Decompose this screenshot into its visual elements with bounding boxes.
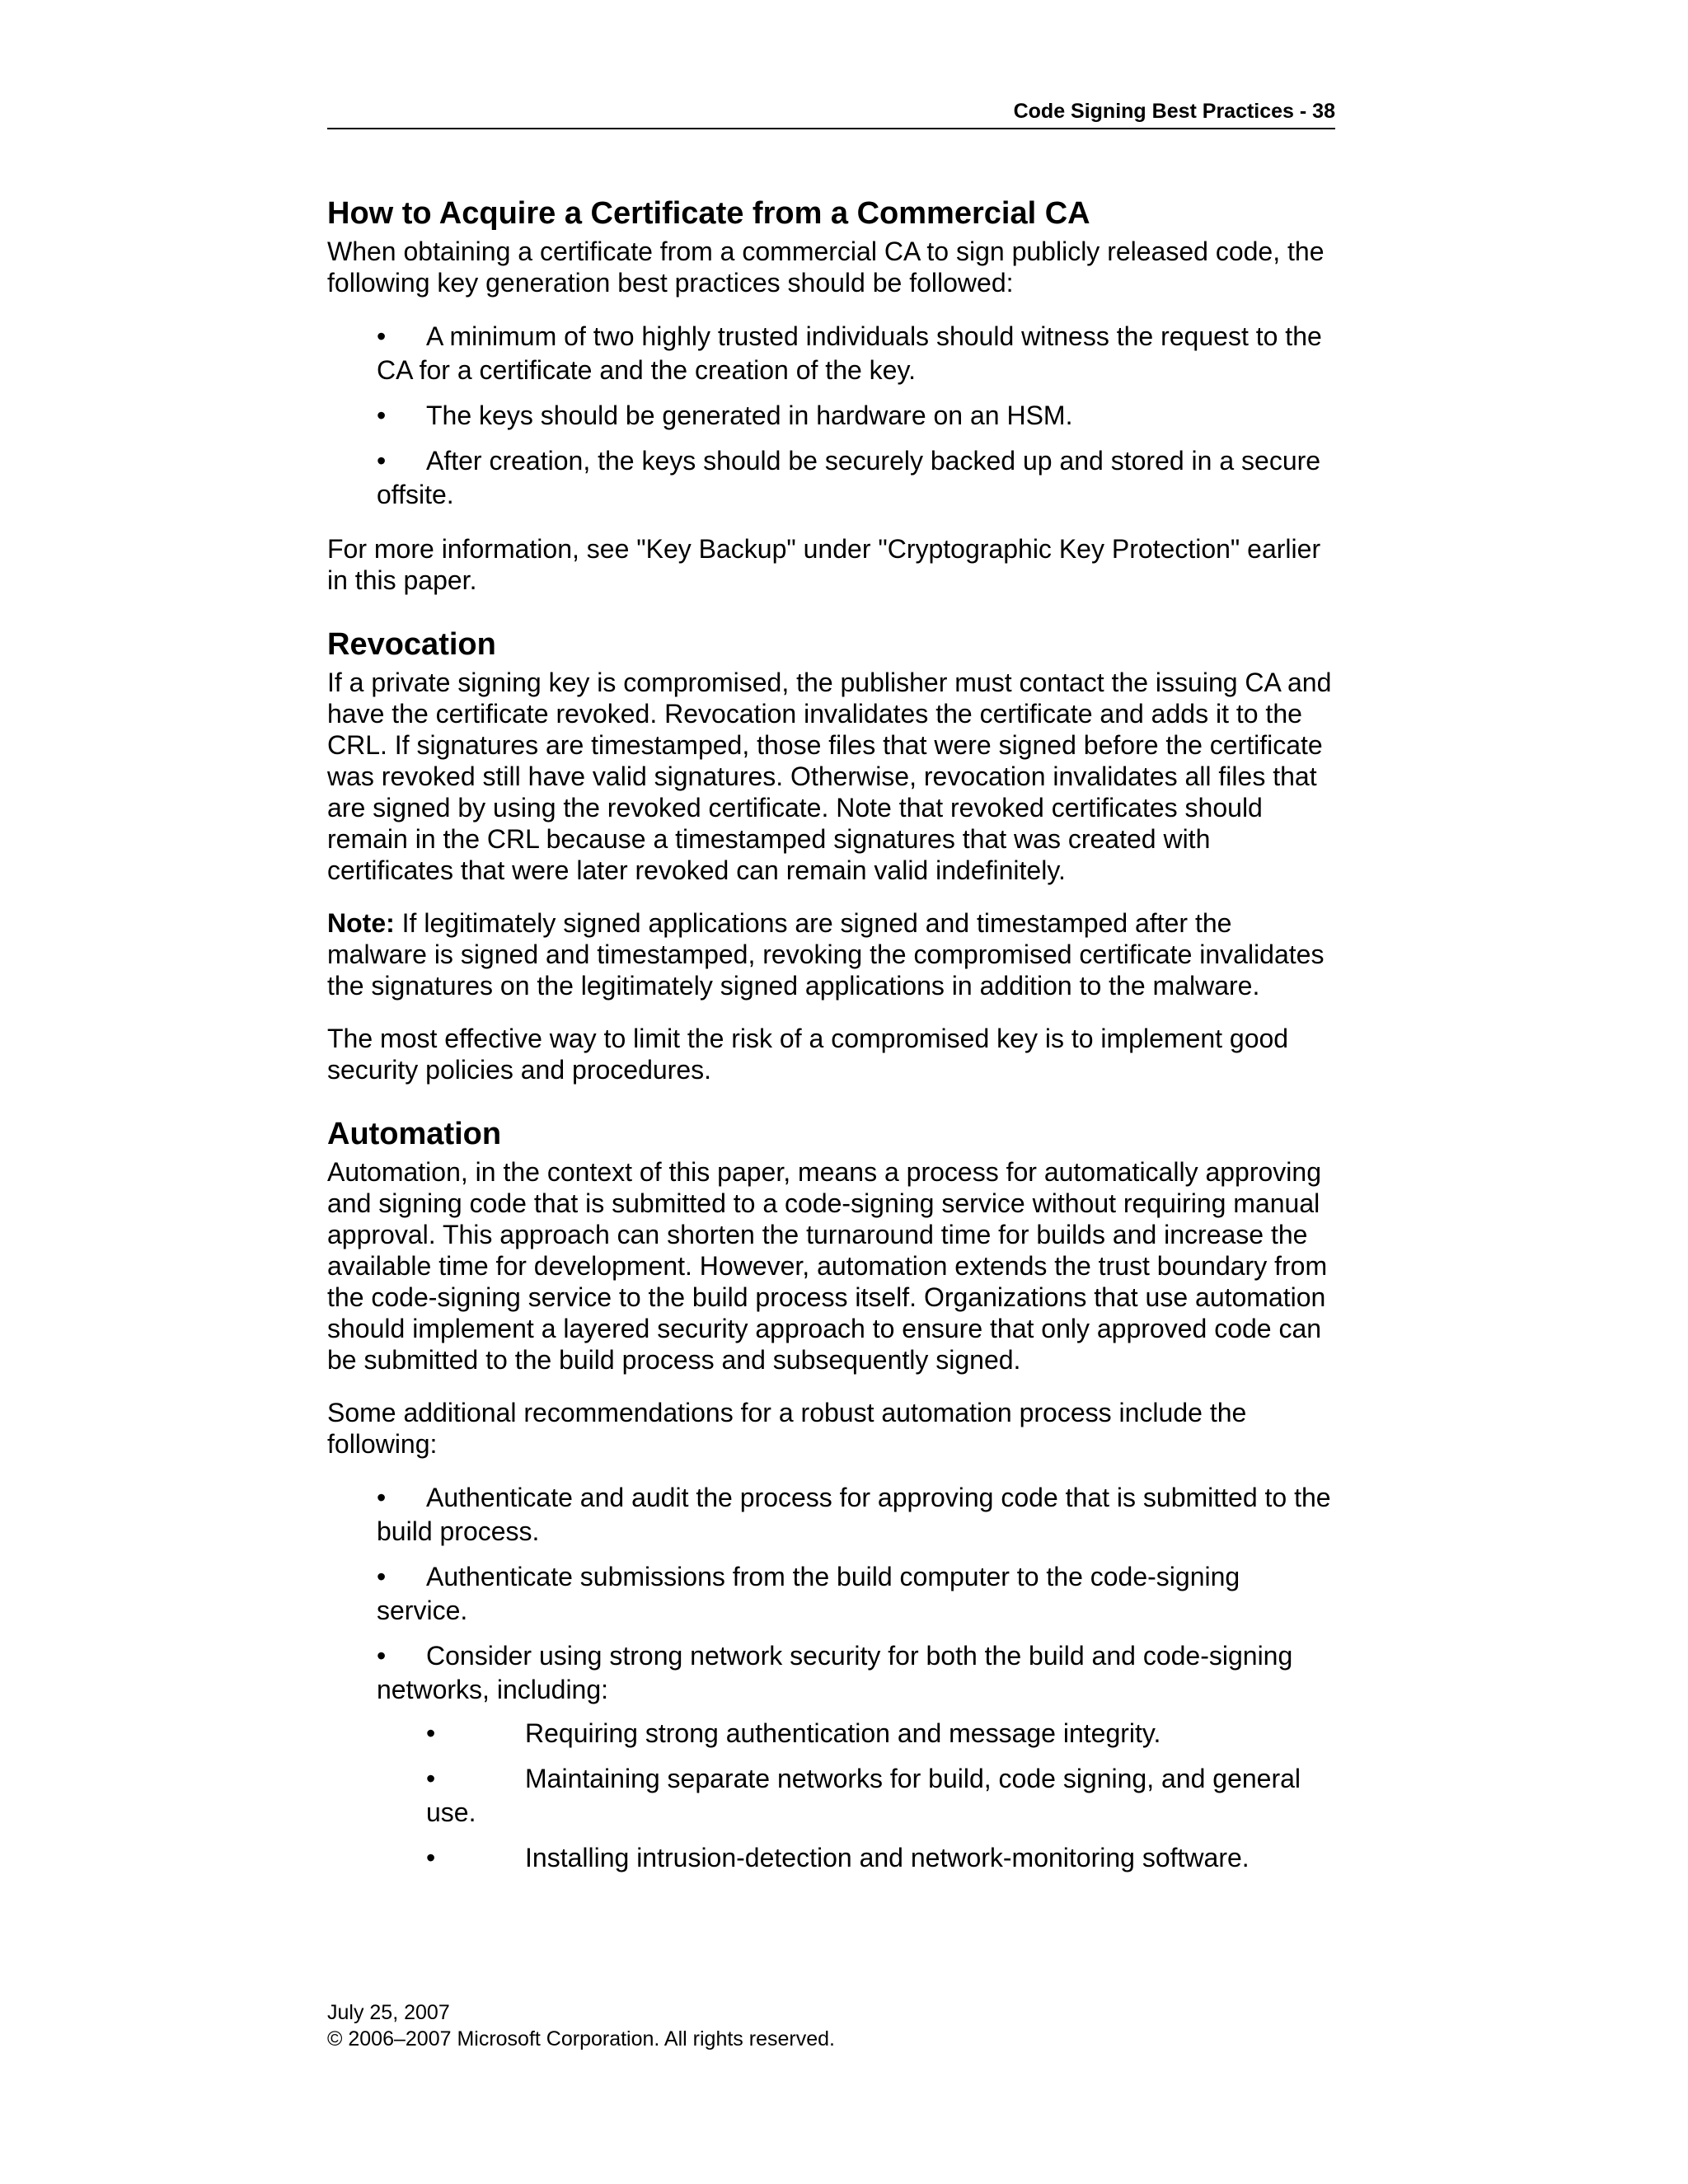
bullet-icon: • (426, 1764, 436, 1793)
list-item: • Installing intrusion-detection and network-monitoring software. (426, 1841, 1335, 1875)
sub-bullet-list-network (327, 1717, 1335, 1875)
list-item: • Maintaining separate networks for build, code signing, and general use. (426, 1764, 1301, 1827)
list-item: • After creation, the keys should be securely backed up and stored in a secure offsite. (377, 446, 1321, 509)
bullet-icon: • (377, 1641, 387, 1671)
list-item: • Authenticate submissions from the build computer to the code-signing service. (377, 1562, 1240, 1625)
more-info-paragraph: For more information, see "Key Backup" under "Cryptographic Key Protection" earlier in this paper. (327, 534, 1321, 595)
bullet-list-commercial-ca (327, 320, 1335, 512)
list-item: • Authenticate and audit the process for approving code that is submitted to the build process. (377, 1483, 1331, 1546)
bullet-list-automation (327, 1481, 1335, 1707)
bullet-icon: • (426, 1843, 436, 1872)
bullet-icon: • (377, 401, 387, 430)
automation-paragraph: Automation, in the context of this paper, means a process for automatically approving and signing code that is submitted to a code-signing service without requiring manual approval. This approach can shorten the turnaround time for builds and increase the available time for development. However, automation extends the trust boundary from the code-signing service to the build process itself. Organizations that use automation should implement a layered security approach to ensure that only approved code can be submitted to the build process and subsequently signed. (327, 1157, 1328, 1375)
page-footer (327, 1999, 835, 2052)
bullet-icon: • (377, 1562, 387, 1591)
revocation-paragraph: If a private signing key is compromised, the publisher must contact the issuing CA and have the certificate revoked. Revocation invalidates the certificate and adds it to the CRL. If signatures are timestamped, those files that were signed before the certificate was revoked still have valid signatures. Otherwise, revocation invalidates all files that are signed by using the revoked certificate. Note that revoked certificates should remain in the CRL because a timestamped signatures that was created with certificates that were later revoked can remain valid indefinitely. (327, 668, 1332, 885)
bullet-icon: • (426, 1718, 436, 1748)
note-text: If legitimately signed applications are signed and timestamped after the malware is signed and timestamped, revoking the compromised certificate invalidates the signatures on the legitimately signed applications in addition to the malware. (327, 908, 1325, 1001)
section-heading-revocation: Revocation (327, 627, 496, 662)
note-label: Note: (327, 908, 395, 938)
list-item: • The keys should be generated in hardware on an HSM. (377, 399, 1335, 433)
running-title: Code Signing Best Practices - 38 (1013, 100, 1335, 123)
list-item: • Consider using strong network security for both the build and code-signing networks, including: (377, 1641, 1293, 1704)
section-heading-commercial-ca: How to Acquire a Certificate from a Commercial CA (327, 196, 1090, 231)
footer-date: July 25, 2007 (327, 2001, 450, 2024)
bullet-icon: • (377, 321, 387, 351)
bullet-icon: • (377, 1483, 387, 1512)
running-header (327, 97, 1335, 129)
footer-copyright: © 2006–2007 Microsoft Corporation. All rights reserved. (327, 2027, 835, 2050)
section-heading-automation: Automation (327, 1117, 502, 1151)
note-paragraph (327, 907, 1335, 1001)
bullet-icon: • (377, 446, 387, 476)
list-item: • A minimum of two highly trusted individuals should witness the request to the CA for a certificate and the creation of the key. (377, 321, 1322, 385)
section-intro-commercial-ca: When obtaining a certificate from a commercial CA to sign publicly released code, the following key generation best practices should be followed: (327, 237, 1325, 298)
list-item: • Requiring strong authentication and message integrity. (426, 1717, 1335, 1750)
automation-intro: Some additional recommendations for a robust automation process include the following: (327, 1398, 1247, 1459)
document-body (327, 194, 1335, 1886)
revocation-closing: The most effective way to limit the risk of a compromised key is to implement good security policies and procedures. (327, 1024, 1289, 1085)
